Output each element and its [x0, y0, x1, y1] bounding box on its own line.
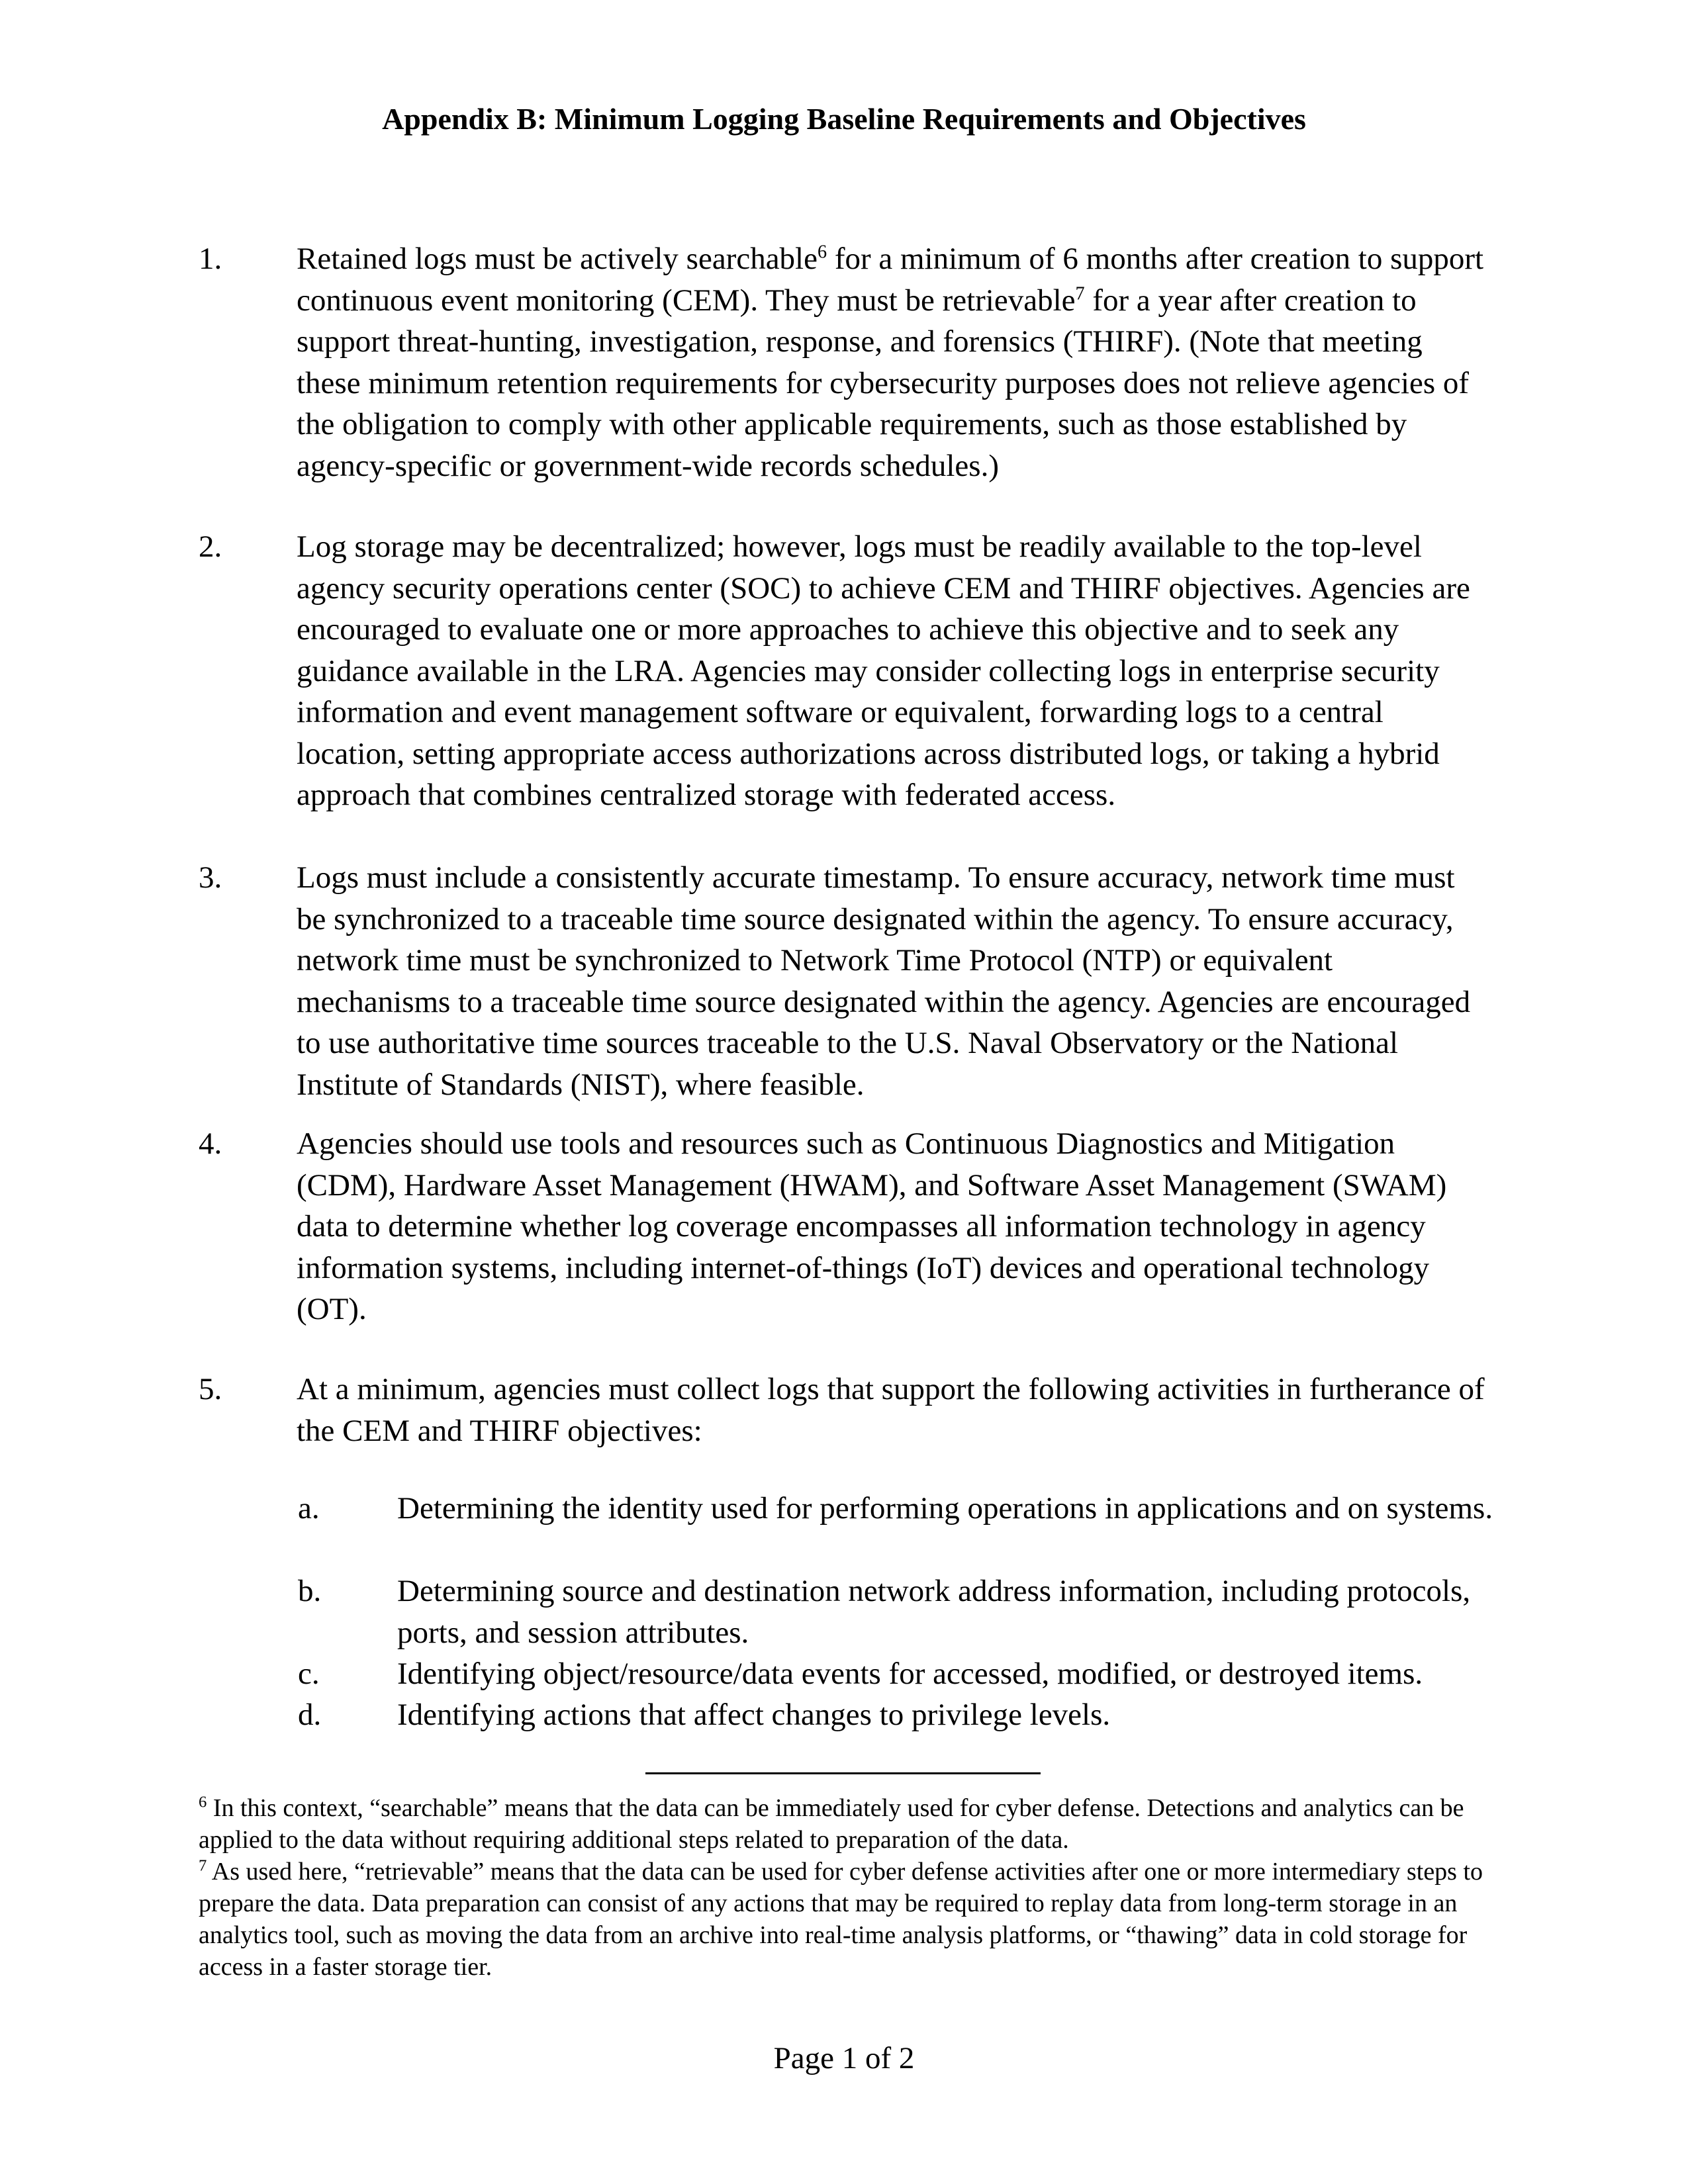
page-title: Appendix B: Minimum Logging Baseline Requirements and Objectives — [382, 102, 1306, 136]
item-number: 2. — [199, 529, 222, 564]
footnote-ref: 6 — [817, 242, 827, 263]
sub-item-text: Identifying actions that affect changes to privilege levels. — [397, 1698, 1111, 1732]
item-text: Log storage may be decentralized; however, logs must be readily available to the top-level agency security operations center (SOC) to achieve CEM and THIRF objectives. Agencies are encouraged to evaluate one or more approaches to achieve this objective and to seek any guidance available in the LRA. Agencies may consider collecting logs in enterprise security information and event management software or equivalent, forwarding logs to a central location, setting appropriate access authorizations across distributed logs, or taking a hybrid approach that combines centralized storage with federated access. — [297, 529, 1470, 812]
sub-item-letter: c. — [298, 1657, 320, 1691]
page-number: Page 1 of 2 — [773, 2041, 915, 2075]
item-text: Logs must include a consistently accurate timestamp. To ensure accuracy, network time must be synchronized to a traceable time source designated within the agency. To ensure accuracy, network time must be synchronized to Network Time Protocol (NTP) or equivalent mechanisms to a traceable time source designated within the agency. Agencies are encouraged to use authoritative time sources traceable to the U.S. Naval Observatory or the National Institute of Standards (NIST), where feasible. — [297, 860, 1471, 1102]
item-text: Agencies should use tools and resources such as Continuous Diagnostics and Mitigation (CDM), Hardware Asset Management (HWAM), and Software Asset Management (SWAM) data to determine whether log coverage encompasses all information technology in agency information systems, including internet-of-things (IoT) devices and operational technology (OT). — [297, 1126, 1447, 1326]
footnote-ref: 7 — [1075, 283, 1085, 304]
footnote-6 — [199, 1792, 1496, 1856]
footnote-text: As used here, “retrievable” means that the data can be used for cyber defense activities after one or more intermediary steps to prepare the data. Data preparation can consist of any actions that may be required to replay data from long-term storage in an analytics tool, such as moving the data from an archive into real-time analysis platforms, or “thawing” data in cold storage for access in a faster storage tier. — [199, 1858, 1483, 1981]
item-text: At a minimum, agencies must collect logs that support the following activities in furtherance of the CEM and THIRF objectives: — [297, 1372, 1485, 1448]
item-text — [297, 238, 1488, 486]
item-text-part: for a minimum of 6 months after creation to support continuous event monitoring (CEM). They must be retrievable — [297, 242, 1484, 318]
sub-item-text: Determining source and destination network address information, including protocols, ports, and session attributes. — [397, 1574, 1471, 1650]
sub-item-text: Determining the identity used for performing operations in applications and on systems. — [397, 1491, 1493, 1525]
footnote-number: 7 — [199, 1856, 207, 1875]
item-number: 3. — [199, 860, 222, 895]
item-number: 1. — [199, 242, 222, 276]
sub-item-letter: b. — [298, 1574, 322, 1608]
footnote-text: In this context, “searchable” means that the data can be immediately used for cyber defense. Detections and analytics can be applied to the data without requiring additional steps related to preparation of the data. — [199, 1794, 1464, 1854]
item-text-part: Retained logs must be actively searchable — [297, 242, 818, 276]
footnote-7 — [199, 1856, 1496, 1983]
item-number: 4. — [199, 1126, 222, 1161]
item-text-part: for a year after creation to support threat-hunting, investigation, response, and forensics (THIRF). (Note that meeting these minimum retention requirements for cybersecurity purposes does not relieve agencies of the obligation to comply with other applicable requirements, such as those established by agency-specific or government-wide records schedules.) — [297, 283, 1470, 483]
footnote-separator — [645, 1772, 1041, 1774]
sub-item-letter: d. — [298, 1698, 322, 1732]
item-number: 5. — [199, 1372, 222, 1406]
sub-item-letter: a. — [298, 1491, 320, 1525]
footnote-number: 6 — [199, 1793, 207, 1811]
sub-item-text: Identifying object/resource/data events for accessed, modified, or destroyed items. — [397, 1657, 1423, 1691]
